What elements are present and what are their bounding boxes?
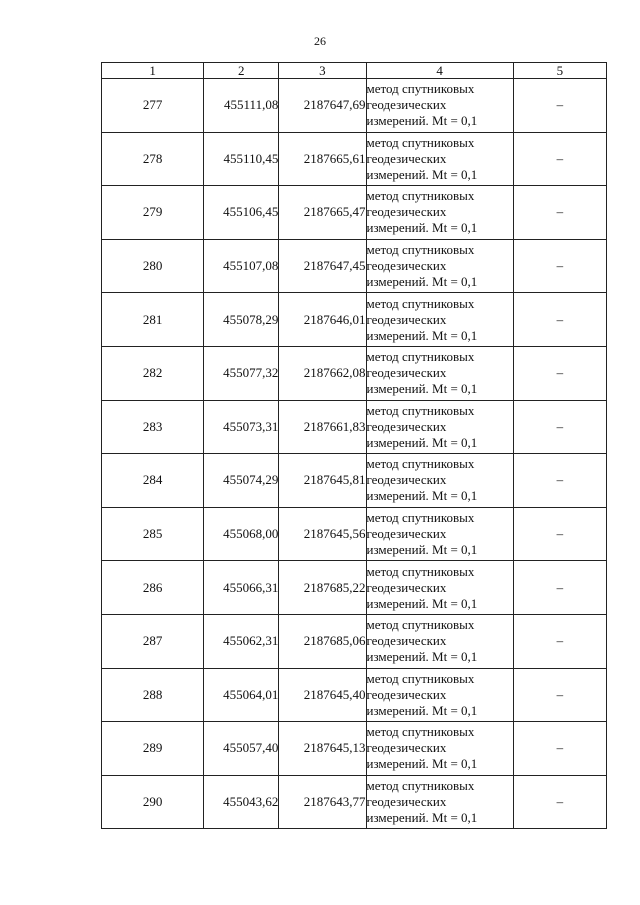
method-line: измерений. Mt = 0,1: [366, 595, 478, 611]
method-line: геодезических: [366, 579, 447, 595]
coordinate-y: 2187647,69: [279, 79, 366, 133]
method-line: измерений. Mt = 0,1: [366, 274, 478, 290]
method-line: метод спутниковых: [366, 134, 475, 150]
column-5-value: –: [513, 561, 606, 615]
method-line: метод спутниковых: [366, 617, 475, 633]
method-line: измерений. Mt = 0,1: [366, 756, 478, 772]
method-line: метод спутниковых: [366, 349, 475, 365]
coordinate-y: 2187665,47: [279, 186, 366, 240]
method-description: [366, 132, 513, 186]
method-description: [366, 614, 513, 668]
coordinate-y: 2187646,01: [279, 293, 366, 347]
coordinate-x: 455110,45: [204, 132, 279, 186]
method-line: метод спутниковых: [366, 510, 475, 526]
coordinates-table: [101, 62, 607, 829]
coordinate-x: 455074,29: [204, 454, 279, 508]
method-line: метод спутниковых: [366, 456, 475, 472]
method-line: метод спутниковых: [366, 724, 475, 740]
table-row: [102, 454, 607, 508]
point-number: 279: [102, 186, 204, 240]
method-line: геодезических: [366, 258, 447, 274]
header-col-5: 5: [513, 63, 606, 79]
method-line: измерений. Mt = 0,1: [366, 220, 478, 236]
method-line: метод спутниковых: [366, 81, 475, 97]
method-line: метод спутниковых: [366, 402, 475, 418]
table-row: [102, 561, 607, 615]
table-body: [102, 79, 607, 829]
method-description: [366, 507, 513, 561]
table-row: [102, 186, 607, 240]
table-row: [102, 239, 607, 293]
header-col-2: 2: [204, 63, 279, 79]
coordinate-x: 455064,01: [204, 668, 279, 722]
coordinate-y: 2187645,13: [279, 722, 366, 776]
method-line: измерений. Mt = 0,1: [366, 488, 478, 504]
point-number: 289: [102, 722, 204, 776]
column-5-value: –: [513, 614, 606, 668]
coordinate-x: 455068,00: [204, 507, 279, 561]
method-description: [366, 79, 513, 133]
coordinate-x: 455057,40: [204, 722, 279, 776]
method-line: метод спутниковых: [366, 295, 475, 311]
method-line: геодезических: [366, 365, 447, 381]
method-description: [366, 400, 513, 454]
method-line: измерений. Mt = 0,1: [366, 113, 478, 129]
method-line: метод спутниковых: [366, 670, 475, 686]
method-line: измерений. Mt = 0,1: [366, 434, 478, 450]
coordinate-y: 2187643,77: [279, 775, 366, 829]
method-description: [366, 775, 513, 829]
column-5-value: –: [513, 722, 606, 776]
point-number: 285: [102, 507, 204, 561]
column-5-value: –: [513, 346, 606, 400]
method-description: [366, 454, 513, 508]
table-row: [102, 722, 607, 776]
coordinate-x: 455073,31: [204, 400, 279, 454]
coordinate-y: 2187645,40: [279, 668, 366, 722]
column-5-value: –: [513, 400, 606, 454]
coordinate-y: 2187685,06: [279, 614, 366, 668]
method-line: геодезических: [366, 97, 447, 113]
method-line: измерений. Mt = 0,1: [366, 702, 478, 718]
method-line: геодезических: [366, 311, 447, 327]
coordinate-y: 2187647,45: [279, 239, 366, 293]
method-line: геодезических: [366, 150, 447, 166]
point-number: 290: [102, 775, 204, 829]
method-line: геодезических: [366, 794, 447, 810]
coordinate-y: 2187662,08: [279, 346, 366, 400]
method-line: измерений. Mt = 0,1: [366, 542, 478, 558]
method-line: измерений. Mt = 0,1: [366, 649, 478, 665]
method-line: измерений. Mt = 0,1: [366, 810, 478, 826]
column-5-value: –: [513, 507, 606, 561]
method-line: геодезических: [366, 418, 447, 434]
method-description: [366, 561, 513, 615]
header-col-1: 1: [102, 63, 204, 79]
column-5-value: –: [513, 454, 606, 508]
page-number: 26: [314, 34, 326, 48]
coordinate-x: 455111,08: [204, 79, 279, 133]
coordinate-y: 2187661,83: [279, 400, 366, 454]
method-line: измерений. Mt = 0,1: [366, 166, 478, 182]
table-row: [102, 400, 607, 454]
coordinate-x: 455107,08: [204, 239, 279, 293]
coordinate-x: 455078,29: [204, 293, 279, 347]
column-5-value: –: [513, 293, 606, 347]
table-row: [102, 775, 607, 829]
method-line: геодезических: [366, 686, 447, 702]
column-5-value: –: [513, 79, 606, 133]
column-5-value: –: [513, 775, 606, 829]
coordinate-y: 2187645,56: [279, 507, 366, 561]
table-row: [102, 668, 607, 722]
point-number: 281: [102, 293, 204, 347]
method-line: метод спутниковых: [366, 778, 475, 794]
method-line: геодезических: [366, 472, 447, 488]
coordinate-x: 455066,31: [204, 561, 279, 615]
point-number: 286: [102, 561, 204, 615]
table-row: [102, 614, 607, 668]
coordinate-x: 455043,62: [204, 775, 279, 829]
method-description: [366, 722, 513, 776]
point-number: 278: [102, 132, 204, 186]
method-line: геодезических: [366, 633, 447, 649]
column-5-value: –: [513, 239, 606, 293]
method-line: геодезических: [366, 740, 447, 756]
point-number: 282: [102, 346, 204, 400]
method-line: измерений. Mt = 0,1: [366, 327, 478, 343]
column-5-value: –: [513, 186, 606, 240]
point-number: 280: [102, 239, 204, 293]
coordinate-y: 2187665,61: [279, 132, 366, 186]
point-number: 283: [102, 400, 204, 454]
table-row: [102, 293, 607, 347]
table-header: [102, 63, 607, 79]
coordinate-x: 455106,45: [204, 186, 279, 240]
method-line: геодезических: [366, 526, 447, 542]
point-number: 284: [102, 454, 204, 508]
table-row: [102, 79, 607, 133]
method-line: метод спутниковых: [366, 563, 475, 579]
method-line: геодезических: [366, 204, 447, 220]
method-description: [366, 293, 513, 347]
coordinate-y: 2187685,22: [279, 561, 366, 615]
column-5-value: –: [513, 132, 606, 186]
method-line: измерений. Mt = 0,1: [366, 381, 478, 397]
coordinate-y: 2187645,81: [279, 454, 366, 508]
coordinate-x: 455077,32: [204, 346, 279, 400]
method-description: [366, 346, 513, 400]
method-line: метод спутниковых: [366, 242, 475, 258]
method-description: [366, 668, 513, 722]
method-line: метод спутниковых: [366, 188, 475, 204]
table-row: [102, 132, 607, 186]
table-row: [102, 346, 607, 400]
table-row: [102, 507, 607, 561]
method-description: [366, 239, 513, 293]
header-col-4: 4: [366, 63, 513, 79]
coordinate-x: 455062,31: [204, 614, 279, 668]
header-row: [102, 63, 607, 79]
point-number: 288: [102, 668, 204, 722]
column-5-value: –: [513, 668, 606, 722]
point-number: 287: [102, 614, 204, 668]
method-description: [366, 186, 513, 240]
point-number: 277: [102, 79, 204, 133]
header-col-3: 3: [279, 63, 366, 79]
